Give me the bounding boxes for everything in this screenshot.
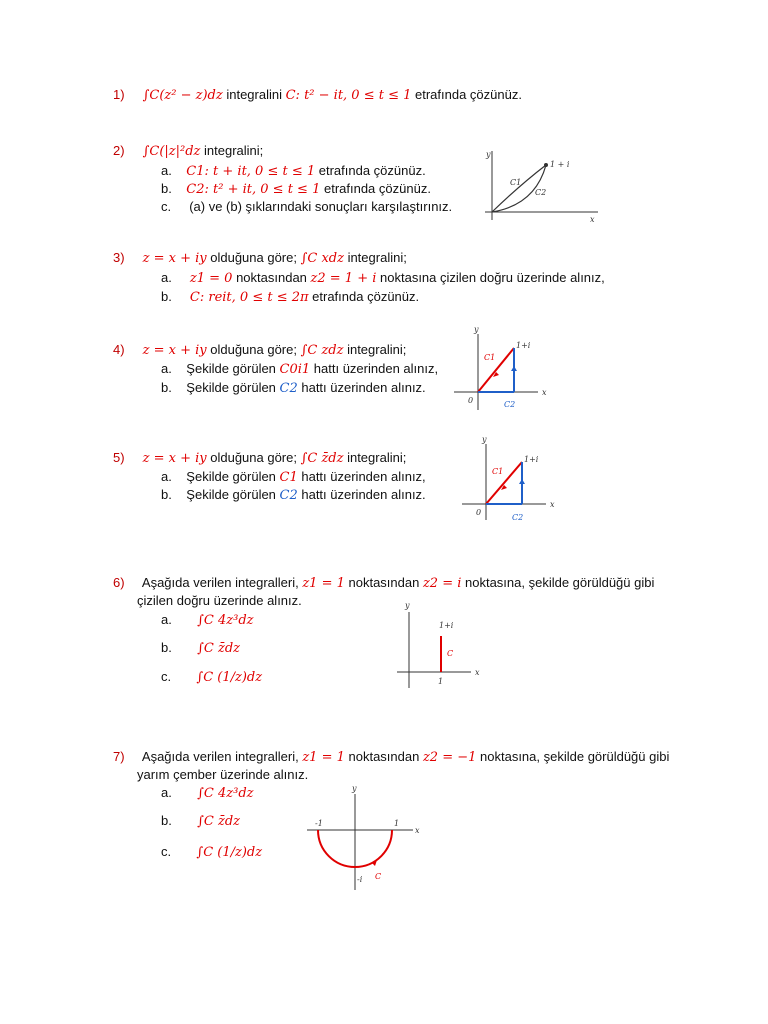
point-expression: z1 = 1 xyxy=(302,576,345,591)
problem-2-item-c xyxy=(161,198,452,216)
neg-i-label: -i xyxy=(357,875,363,884)
item-text: etrafında çözünüz. xyxy=(320,181,431,196)
item-label: b. xyxy=(161,813,172,828)
integral-expression: ∫C z̄dz xyxy=(197,641,241,656)
item-text: Şekilde görülen xyxy=(186,469,280,484)
point-expression: z1 = 0 xyxy=(189,271,233,286)
problem-text: integralini xyxy=(222,87,286,102)
c2-label: C2 xyxy=(504,400,516,409)
path-label: C0i1 xyxy=(279,362,311,377)
point-expression: z2 = i xyxy=(422,576,462,591)
item-text: noktasına çizilen doğru üzerinde alınız, xyxy=(376,270,605,285)
problem-7 xyxy=(113,748,669,767)
point-expression: z1 = 1 xyxy=(302,750,345,765)
integral-expression: ∫C 4z³dz xyxy=(197,786,254,801)
point-expression: z2 = −1 xyxy=(422,750,477,765)
problem-text: noktasına, şekilde görüldüğü gibi xyxy=(476,749,670,764)
one-label: 1 xyxy=(394,819,400,828)
problem-3-item-b xyxy=(161,288,419,307)
item-label: b. xyxy=(161,181,172,196)
item-label: b. xyxy=(161,380,172,395)
problem-5-item-a xyxy=(161,468,426,487)
problem-text: noktasından xyxy=(344,575,423,590)
item-label: b. xyxy=(161,487,172,502)
problem-text: olduğuna göre; xyxy=(206,342,301,357)
integral-expression: ∫C zdz xyxy=(300,343,344,358)
problem-5 xyxy=(113,449,406,468)
problem-text: integralini; xyxy=(343,250,407,265)
problem-2 xyxy=(113,142,263,161)
integral-expression: ∫C z̄dz xyxy=(300,451,344,466)
item-text: hattı üzerinden alınız, xyxy=(297,469,426,484)
neg-one-label: -1 xyxy=(315,819,323,828)
problem-text: integralini; xyxy=(343,450,407,465)
problem-6-item-a xyxy=(161,611,254,630)
problem-number: 4) xyxy=(113,342,125,357)
x-label: x xyxy=(542,388,547,397)
integral-expression: ∫C (1/z)dz xyxy=(196,670,263,685)
c1-label: C1 xyxy=(492,467,504,476)
integral-expression: ∫C z̄dz xyxy=(197,814,241,829)
path-label: C2 xyxy=(279,488,298,503)
figure-problem-4 xyxy=(452,322,552,414)
item-label: b. xyxy=(161,289,172,304)
problem-text: olduğuna göre; xyxy=(206,250,301,265)
x-label: x xyxy=(475,668,480,677)
x-label: x xyxy=(590,215,595,224)
point-label: 1 + i xyxy=(550,160,570,169)
problem-3 xyxy=(113,249,407,268)
figure-problem-5 xyxy=(460,432,560,524)
arrow-c2 xyxy=(519,479,525,484)
c1-label: C1 xyxy=(510,178,522,187)
one-label: 1 xyxy=(438,677,444,686)
y-label: y xyxy=(405,601,410,610)
problem-text: integralini; xyxy=(200,143,264,158)
y-label: y xyxy=(482,435,487,444)
definition-expression: z = x + iy xyxy=(142,343,207,358)
integral-expression: ∫C(z² − z)dz xyxy=(142,88,223,103)
point-label: 1+i xyxy=(439,621,454,630)
problem-4-item-a xyxy=(161,360,438,379)
problem-text: noktasından xyxy=(344,749,423,764)
point-expression: z2 = 1 + i xyxy=(310,271,377,286)
problem-7-item-c xyxy=(161,843,262,862)
item-label: c. xyxy=(161,844,172,859)
origin-label: 0 xyxy=(476,508,482,517)
problem-6 xyxy=(113,574,654,593)
integral-expression: ∫C xdz xyxy=(300,251,344,266)
problem-number: 3) xyxy=(113,250,125,265)
item-label: a. xyxy=(161,612,172,627)
problem-1 xyxy=(113,86,522,105)
problem-6-line2: çizilen doğru üzerinde alınız. xyxy=(137,593,302,608)
definition-expression: z = x + iy xyxy=(142,251,207,266)
problem-text: Aşağıda verilen integralleri, xyxy=(141,575,303,590)
problem-6-item-c xyxy=(161,668,262,687)
problem-7-item-a xyxy=(161,784,254,803)
point-label: 1+i xyxy=(516,341,531,350)
integral-expression: ∫C 4z³dz xyxy=(197,613,254,628)
c-label: C xyxy=(375,872,382,881)
y-label: y xyxy=(486,150,491,159)
item-text: etrafında çözünüz. xyxy=(308,289,420,304)
item-text: Şekilde görülen xyxy=(186,487,280,502)
figure-problem-2 xyxy=(480,145,605,225)
arrow-c2 xyxy=(511,366,517,371)
c-label: C xyxy=(447,649,454,658)
contour-expression: C: reit, 0 ≤ t ≤ 2π xyxy=(189,290,309,305)
figure-problem-7 xyxy=(305,780,430,892)
contour-expression: C1: t + it, 0 ≤ t ≤ 1 xyxy=(186,164,316,179)
problem-text: Aşağıda verilen integralleri, xyxy=(141,749,303,764)
problem-text: integralini; xyxy=(343,342,407,357)
problem-2-item-a xyxy=(161,162,426,181)
x-label: x xyxy=(550,500,555,509)
item-label: b. xyxy=(161,640,172,655)
problem-2-item-b xyxy=(161,180,431,199)
item-label: a. xyxy=(161,270,172,285)
figure-problem-6 xyxy=(395,598,490,690)
path-label: C2 xyxy=(279,381,298,396)
problem-number: 2) xyxy=(113,143,125,158)
item-text: (a) ve (b) şıklarındaki sonuçları karşılaştırınız. xyxy=(189,199,453,214)
problem-number: 7) xyxy=(113,749,125,764)
problem-7-item-b xyxy=(161,812,240,831)
problem-text: olduğuna göre; xyxy=(206,450,301,465)
endpoint-dot xyxy=(544,163,548,167)
item-text: hattı üzerinden alınız, xyxy=(310,361,439,376)
problem-number: 5) xyxy=(113,450,125,465)
item-label: a. xyxy=(161,163,172,178)
item-text: noktasından xyxy=(232,270,311,285)
problem-7-line2: yarım çember üzerinde alınız. xyxy=(137,767,309,782)
problem-text: noktasına, şekilde görüldüğü gibi xyxy=(461,575,655,590)
problem-4-item-b xyxy=(161,379,426,398)
integral-expression: ∫C (1/z)dz xyxy=(196,845,263,860)
problem-4 xyxy=(113,341,406,360)
item-label: c. xyxy=(161,669,172,684)
problem-3-item-a xyxy=(161,269,605,288)
item-text: Şekilde görülen xyxy=(186,380,280,395)
item-label: a. xyxy=(161,469,172,484)
c2-label: C2 xyxy=(535,188,547,197)
contour-expression: C2: t² + it, 0 ≤ t ≤ 1 xyxy=(186,182,321,197)
item-text: etrafında çözünüz. xyxy=(315,163,426,178)
problem-number: 6) xyxy=(113,575,125,590)
contour-expression: C: t² − it, 0 ≤ t ≤ 1 xyxy=(285,88,412,103)
item-label: a. xyxy=(161,361,172,376)
item-text: Şekilde görülen xyxy=(186,361,280,376)
problem-5-item-b xyxy=(161,486,426,505)
c2-label: C2 xyxy=(512,513,524,522)
integral-expression: ∫C(|z|²dz xyxy=(142,144,201,159)
path-label: C1 xyxy=(279,470,298,485)
problem-6-item-b xyxy=(161,639,240,658)
item-text: hattı üzerinden alınız. xyxy=(297,487,426,502)
point-label: 1+i xyxy=(524,455,539,464)
y-label: y xyxy=(352,784,357,793)
item-text: hattı üzerinden alınız. xyxy=(297,380,426,395)
item-label: c. xyxy=(161,199,172,214)
definition-expression: z = x + iy xyxy=(142,451,207,466)
y-label: y xyxy=(474,325,479,334)
origin-label: 0 xyxy=(468,396,474,405)
c1-label: C1 xyxy=(484,353,496,362)
x-label: x xyxy=(415,826,420,835)
item-label: a. xyxy=(161,785,172,800)
problem-text: etrafında çözünüz. xyxy=(411,87,522,102)
problem-number: 1) xyxy=(113,87,125,102)
